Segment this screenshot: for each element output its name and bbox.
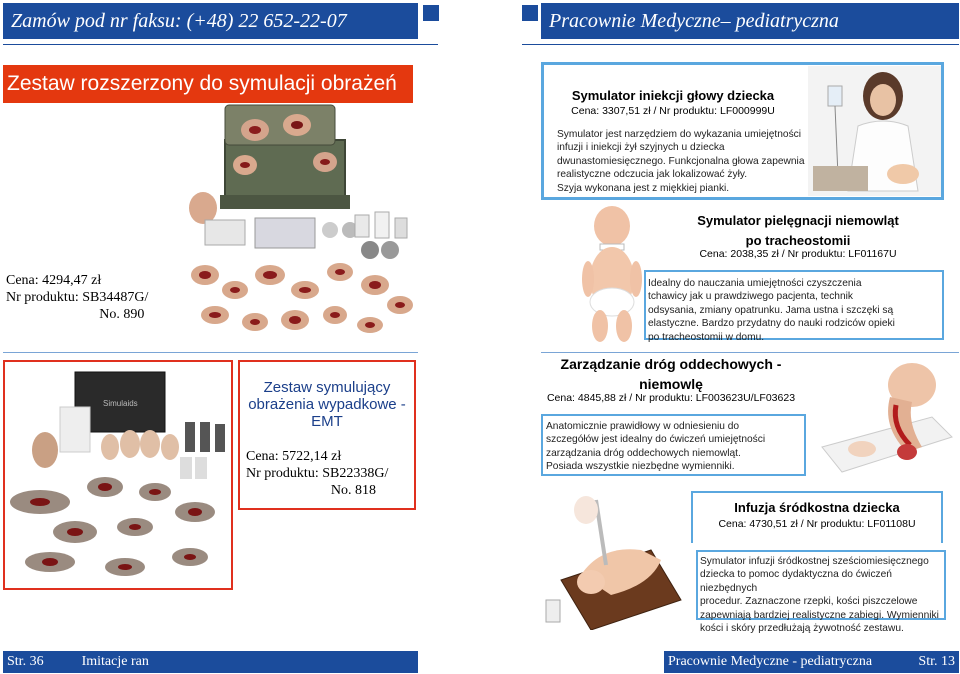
desc-line: zarządzania dróg oddechowych niemowląt. <box>546 447 741 459</box>
emt-kit-info <box>238 360 416 510</box>
header-rule <box>522 44 959 45</box>
left-page-number: Str. 36 <box>7 654 44 669</box>
product-description <box>557 128 807 195</box>
desc-line: dziecka to pomoc dydaktyczna do ćwiczeń niezbędnych <box>700 569 892 594</box>
emt-title-line1: Zestaw symulujący <box>263 379 391 396</box>
desc-line: Anatomicznie prawidłowy w odniesieniu do <box>546 421 740 432</box>
desc-line: elastyczne. Bardzo przydatny do nauki rodziców opieki <box>648 318 895 330</box>
product-title: Symulator iniekcji głowy dziecka <box>571 88 775 103</box>
emt-kit-image <box>3 360 233 590</box>
emt-kit-title <box>240 379 414 430</box>
emt-kit-price-block <box>240 448 414 499</box>
product-title-frame <box>691 491 943 543</box>
desc-line: Symulator infuzji śródkostnej sześciomiesięcznego <box>700 556 929 567</box>
kit2-product-number: Nr produktu: SB22338G/ <box>246 466 389 481</box>
title-line1: Symulator pielęgnacji niemowląt <box>697 213 899 228</box>
product-title <box>541 354 801 394</box>
right-footer-section: Pracownie Medyczne - pediatryczna <box>668 654 873 669</box>
left-footer-section: Imitacje ran <box>81 654 149 669</box>
desc-line: po tracheostomii w domu. <box>648 331 765 343</box>
kit2-product-suffix: No. 818 <box>330 483 376 498</box>
desc-line: realistyczne odczucia jak lokalizować żyły. <box>557 169 748 181</box>
left-footer <box>3 651 418 673</box>
kit2-price: Cena: 5722,14 zł <box>246 449 342 464</box>
desc-line: Posiada wszystkie niezbędne wymienniki. <box>546 461 735 473</box>
emt-title-line3: EMT <box>311 413 343 430</box>
divider-rule <box>3 352 418 353</box>
desc-line: dwunastomiesięcznego. Funkcjonalna głowa zapewnia <box>557 155 805 167</box>
nurse-with-simulator-image <box>808 66 941 196</box>
product-price: Cena: 3307,51 zł / Nr produktu: LF000999U <box>571 105 775 117</box>
desc-line: tchawicy jak u prawdziwego pacjenta, technik <box>648 291 853 303</box>
desc-line: zapewniają bardziej realistyczne zabiegi. Wymienniki <box>700 609 939 621</box>
desc-line: Symulator jest narzędziem do wykazania umiejętności <box>557 129 802 140</box>
right-header <box>541 3 959 39</box>
header-rule <box>3 44 438 45</box>
product-title: Infuzja śródkostna dziecka <box>734 500 900 515</box>
tracheostomy-baby-image <box>580 204 645 344</box>
kit1-price: Cena: 4294,47 zł <box>6 273 102 288</box>
divider-rule <box>541 352 959 353</box>
desc-line: Szyja wykonana jest z miękkiej pianki. <box>557 182 730 194</box>
product-description <box>546 420 804 474</box>
airway-infant-image <box>812 357 957 487</box>
kit1-product-suffix: No. 890 <box>99 307 145 322</box>
emt-title-line2: obrażenia wypadkowe - <box>248 396 406 413</box>
desc-line: infuzji i iniekcji żył szyjnych u dziecka <box>557 142 725 154</box>
desc-line: kości i skóry przedłużają żywotność zestawu. <box>700 623 904 635</box>
desc-line: szczegółów jest idealny do ćwiczeń umiejętności <box>546 434 766 446</box>
product-price: Cena: 4730,51 zł / Nr produktu: LF01108U <box>718 518 916 530</box>
product-description <box>648 277 942 344</box>
right-header-text: Pracownie Medyczne– pediatryczna <box>549 9 839 32</box>
product-price: Cena: 2038,35 zł / Nr produktu: LF01167U <box>699 248 897 260</box>
left-header <box>3 3 418 39</box>
kit1-info <box>6 272 148 323</box>
title-line2: niemowlę <box>639 376 703 392</box>
desc-line: procedur. Zaznaczone rzepki, kości piszczelowe <box>700 596 918 608</box>
intraosseous-leg-image <box>541 490 691 630</box>
case-brand-label: Simulaids <box>103 399 138 408</box>
right-page-number: Str. 13 <box>918 654 955 669</box>
page-title <box>3 65 413 103</box>
fax-order-text: Zamów pod nr faksu: (+48) 22 652-22-07 <box>11 9 347 32</box>
desc-line: odsysania, zmiany opatrunku. Jama ustna i szczęki są <box>648 304 894 316</box>
product-title <box>648 211 948 251</box>
page-title-text: Zestaw rozszerzony do symulacji obrażeń <box>7 72 397 95</box>
title-line1: Zarządzanie dróg oddechowych - <box>560 356 782 372</box>
title-line2: po tracheostomii <box>745 233 851 248</box>
header-square <box>423 5 439 21</box>
product-price: Cena: 4845,88 zł / Nr produktu: LF003623U/LF03623 <box>546 392 796 404</box>
header-square <box>522 5 538 21</box>
right-footer <box>664 651 959 673</box>
product-description <box>700 555 946 635</box>
trauma-kit-image <box>185 100 420 340</box>
desc-line: Idealny do nauczania umiejętności czyszczenia <box>648 278 862 289</box>
kit1-product-number: Nr produktu: SB34487G/ <box>6 290 149 305</box>
